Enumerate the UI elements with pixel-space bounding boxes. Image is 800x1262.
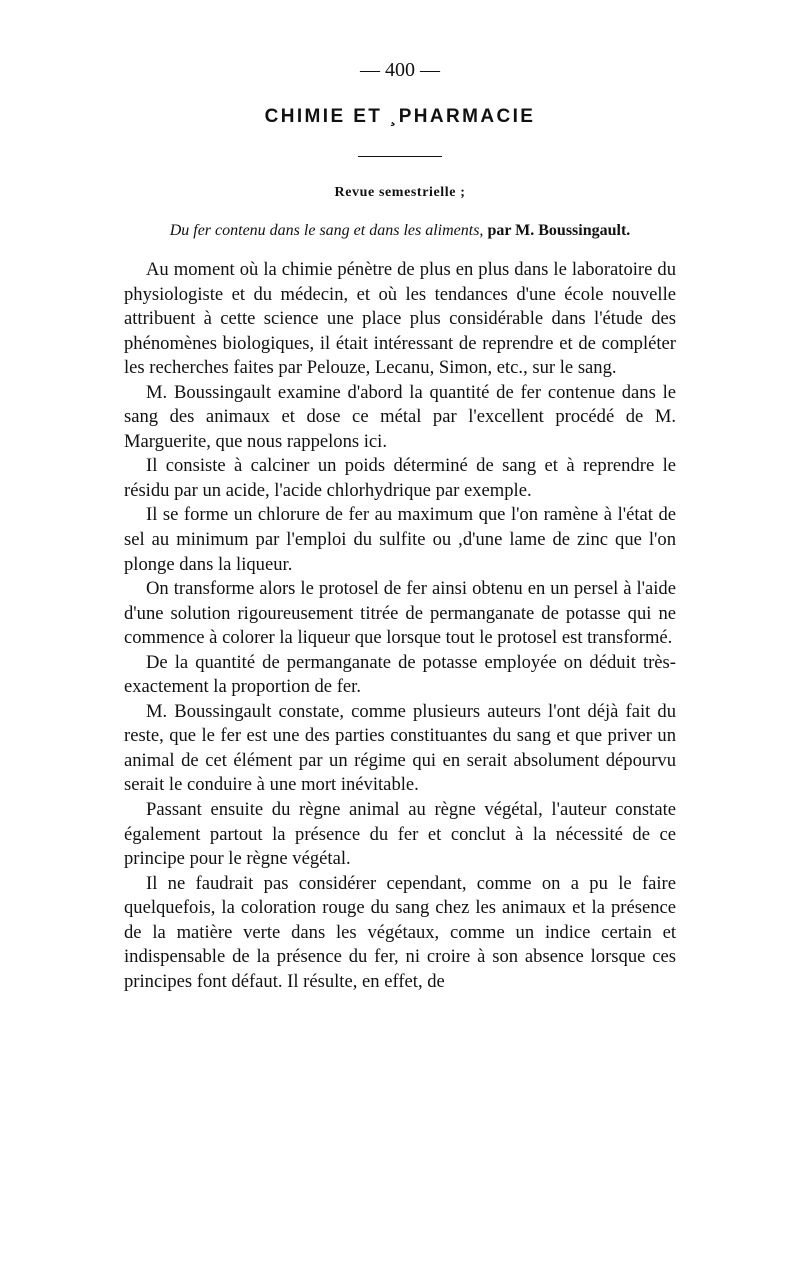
article-author: par M. Boussingault. bbox=[487, 222, 631, 239]
article-body bbox=[124, 258, 676, 994]
article-heading bbox=[124, 220, 676, 242]
paragraph: Passant ensuite du règne animal au règne végétal, l'auteur constate également partout la présence du fer et conclut à la nécessité de ce principe pour le règne végétal. bbox=[124, 799, 676, 870]
article-topic: Du fer contenu dans le sang et dans les aliments, bbox=[169, 222, 484, 239]
paragraph: Il se forme un chlorure de fer au maximum que l'on ramène à l'état de sel au minimum par l'emploi du sulfite ou ,d'une lame de zinc que l'on plonge dans la liqueur. bbox=[124, 504, 676, 575]
title-divider bbox=[358, 156, 442, 157]
book-page bbox=[124, 56, 676, 994]
section-title: CHIMIE ET ¸PHARMACIE bbox=[264, 106, 536, 127]
paragraph: De la quantité de permanganate de potasse employée on déduit très-exactement la proportion de fer. bbox=[124, 651, 676, 698]
subtitle: Revue semestrielle ; bbox=[334, 185, 466, 200]
paragraph: M. Boussingault constate, comme plusieurs auteurs l'ont déjà fait du reste, que le fer est une des parties constituantes du sang et que priver un animal de cet élément par un régime qui en serait absolument dépourvu serait le conduire à une mort inévitable. bbox=[124, 700, 676, 796]
paragraph: Il ne faudrait pas considérer cependant, comme on a pu le faire quelquefois, la coloration rouge du sang chez les animaux et la présence de la matière verte dans les végétaux, comme un indice certain et indispensable de la présence du fer, ni croire à son absence lorsque ces principes font défaut. Il résulte, en effet, de bbox=[124, 872, 676, 992]
paragraph: M. Boussingault examine d'abord la quantité de fer contenue dans le sang des animaux et dose ce métal par l'excellent procédé de M. Marguerite, que nous rappelons ici. bbox=[124, 381, 676, 452]
paragraph: On transforme alors le protosel de fer ainsi obtenu en un persel à l'aide d'une solution rigoureusement titrée de permanganate de potasse qui ne commence à colorer la liqueur que lorsque tout le protosel est transformé. bbox=[124, 578, 676, 649]
paragraph: Il consiste à calciner un poids déterminé de sang et à reprendre le résidu par un acide, l'acide chlorhydrique par exemple. bbox=[124, 455, 676, 501]
page-number: — 400 — bbox=[360, 59, 440, 81]
paragraph: Au moment où la chimie pénètre de plus en plus dans le laboratoire du physiologiste et du médecin, et où les tendances d'une école nouvelle attribuent à cette science une place plus considérable dans l'étude des phénomènes biologiques, il était intéressant de reprendre et de compléter les recherches faites par Pelouze, Lecanu, Simon, etc., sur le sang. bbox=[124, 259, 676, 379]
